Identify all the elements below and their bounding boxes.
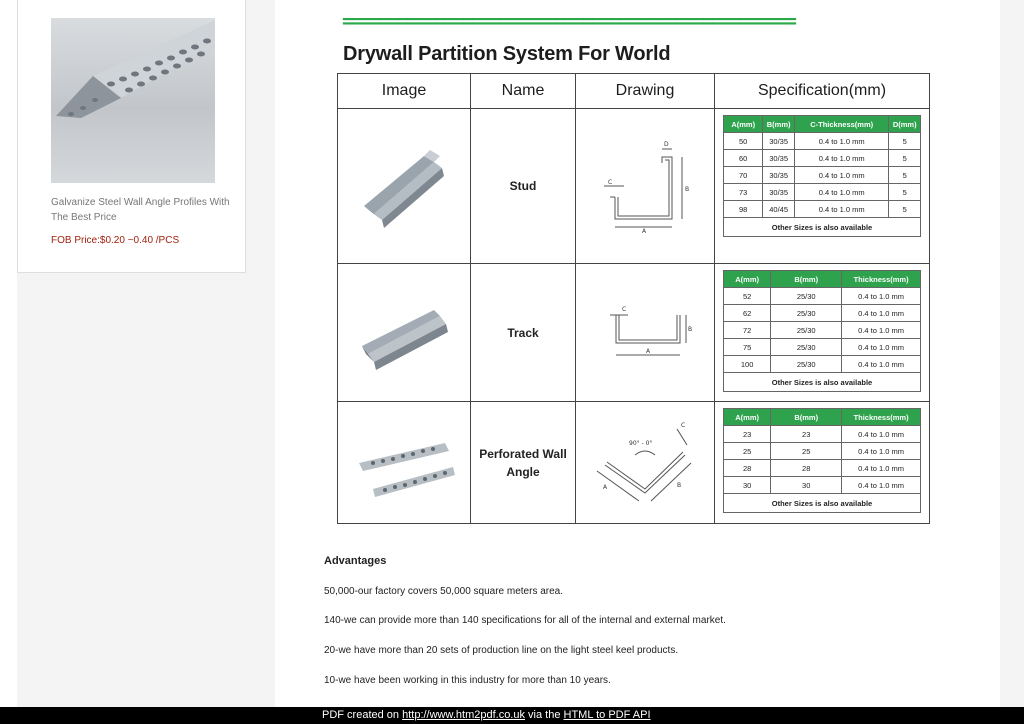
product-card[interactable] xyxy=(17,0,246,273)
pdf-footer-bar xyxy=(0,707,1024,724)
track-name-cell: Track xyxy=(471,264,576,402)
table-cell: 62 xyxy=(724,305,771,322)
table-cell: 73 xyxy=(724,184,763,201)
stud-drawing-label-d: D xyxy=(664,140,669,148)
stud-spec-cell xyxy=(715,109,930,264)
table-cell: 0.4 to 1.0 mm xyxy=(794,133,889,150)
angle-spec-cell xyxy=(715,402,930,524)
header-name: Name xyxy=(471,74,576,109)
table-cell: 30/35 xyxy=(763,150,795,167)
table-row xyxy=(724,201,921,218)
product-title[interactable]: Galvanize Steel Wall Angle Profiles With The Best Price xyxy=(51,197,230,223)
table-cell: 0.4 to 1.0 mm xyxy=(842,305,921,322)
table-row xyxy=(724,167,921,184)
angle-spec-footer: Other Sizes is also available xyxy=(724,494,921,513)
angle-drawing-label-b: B xyxy=(677,482,682,489)
table-cell: 30 xyxy=(724,477,771,494)
angle-drawing-label-c: C xyxy=(681,422,686,429)
table-cell: 0.4 to 1.0 mm xyxy=(842,477,921,494)
footer-middle: via the xyxy=(524,709,564,721)
spec-table-header-row xyxy=(338,74,930,109)
drywall-spec-table xyxy=(337,73,930,524)
track-image-cell xyxy=(338,264,471,402)
table-row xyxy=(724,460,921,477)
stud-drawing-label-b: B xyxy=(685,185,690,193)
table-cell: 60 xyxy=(724,150,763,167)
table-row xyxy=(724,356,921,373)
table-cell: 75 xyxy=(724,339,771,356)
table-cell: 25 xyxy=(771,443,842,460)
track-col-b: B(mm) xyxy=(771,271,842,288)
table-cell: 0.4 to 1.0 mm xyxy=(842,460,921,477)
table-row xyxy=(724,305,921,322)
stud-col-c: C-Thickness(mm) xyxy=(794,116,889,133)
table-row xyxy=(724,184,921,201)
table-cell: 0.4 to 1.0 mm xyxy=(794,184,889,201)
table-cell: 0.4 to 1.0 mm xyxy=(842,288,921,305)
table-cell: 25/30 xyxy=(771,305,842,322)
angle-drawing xyxy=(585,415,705,510)
table-cell: 30/35 xyxy=(763,133,795,150)
angle-col-a: A(mm) xyxy=(724,409,771,426)
angle-name-cell xyxy=(471,402,576,524)
table-cell: 40/45 xyxy=(763,201,795,218)
track-spec-table xyxy=(723,270,921,392)
decorative-equals-bar: ================================================= xyxy=(342,13,795,29)
table-cell: 28 xyxy=(771,460,842,477)
table-cell: 23 xyxy=(724,426,771,443)
figure-title: Drywall Partition System For World xyxy=(343,43,671,65)
track-drawing-label-a: A xyxy=(646,347,651,355)
stud-drawing xyxy=(590,139,700,234)
track-col-a: A(mm) xyxy=(724,271,771,288)
stud-spec-table xyxy=(723,115,921,237)
track-spec-cell xyxy=(715,264,930,402)
table-cell: 70 xyxy=(724,167,763,184)
stud-drawing-label-a: A xyxy=(642,227,647,234)
table-row xyxy=(724,426,921,443)
track-drawing-label-c: C xyxy=(622,305,627,313)
table-row xyxy=(724,322,921,339)
header-drawing: Drawing xyxy=(576,74,715,109)
advantage-item: 140-we can provide more than 140 specifications for all of the internal and external market. xyxy=(324,615,726,626)
table-cell: 23 xyxy=(771,426,842,443)
angle-drawing-label-angle: 90° - 0° xyxy=(629,440,653,447)
angle-spec-table xyxy=(723,408,921,513)
table-cell: 0.4 to 1.0 mm xyxy=(842,356,921,373)
table-cell: 5 xyxy=(889,150,921,167)
table-cell: 30 xyxy=(771,477,842,494)
track-photo xyxy=(354,288,454,378)
table-cell: 25/30 xyxy=(771,322,842,339)
stud-spec-footer: Other Sizes is also available xyxy=(724,218,921,237)
table-cell: 25/30 xyxy=(771,356,842,373)
right-column-background xyxy=(1000,0,1024,707)
track-drawing xyxy=(590,293,700,373)
stud-col-b: B(mm) xyxy=(763,116,795,133)
angle-drawing-label-a: A xyxy=(603,484,608,491)
table-cell: 25/30 xyxy=(771,288,842,305)
html-to-pdf-api-link[interactable]: HTML to PDF API xyxy=(563,709,651,721)
advantage-item: 50,000-our factory covers 50,000 square meters area. xyxy=(324,586,564,597)
angle-drawing-cell xyxy=(576,402,715,524)
table-row-stud xyxy=(338,109,930,264)
table-row xyxy=(724,339,921,356)
table-cell: 100 xyxy=(724,356,771,373)
angle-col-thickness: Thickness(mm) xyxy=(842,409,921,426)
table-cell: 0.4 to 1.0 mm xyxy=(842,339,921,356)
table-row-perforated-wall-angle xyxy=(338,402,930,524)
footer-prefix: PDF created on xyxy=(322,709,403,721)
table-cell: 5 xyxy=(889,133,921,150)
stud-image-cell xyxy=(338,109,471,264)
table-cell: 25 xyxy=(724,443,771,460)
track-col-thickness: Thickness(mm) xyxy=(842,271,921,288)
angle-name-line1: Perforated Wall xyxy=(479,446,567,461)
table-cell: 0.4 to 1.0 mm xyxy=(842,443,921,460)
track-spec-footer: Other Sizes is also available xyxy=(724,373,921,392)
angle-image-cell xyxy=(338,402,471,524)
table-cell: 0.4 to 1.0 mm xyxy=(794,150,889,167)
stud-name-cell: Stud xyxy=(471,109,576,264)
angle-photo xyxy=(349,423,459,503)
table-row xyxy=(724,133,921,150)
header-image: Image xyxy=(338,74,471,109)
table-row xyxy=(724,477,921,494)
table-cell: 5 xyxy=(889,184,921,201)
table-cell: 5 xyxy=(889,201,921,218)
table-cell: 50 xyxy=(724,133,763,150)
table-cell: 0.4 to 1.0 mm xyxy=(794,167,889,184)
table-row xyxy=(724,443,921,460)
table-cell: 30/35 xyxy=(763,167,795,184)
table-row xyxy=(724,288,921,305)
table-cell: 98 xyxy=(724,201,763,218)
stud-col-a: A(mm) xyxy=(724,116,763,133)
table-cell: 30/35 xyxy=(763,184,795,201)
stud-drawing-label-c: C xyxy=(608,178,613,186)
angle-col-b: B(mm) xyxy=(771,409,842,426)
angle-name-line2: Angle xyxy=(506,464,540,479)
table-cell: 5 xyxy=(889,167,921,184)
advantage-item: 10-we have been working in this industry for more than 10 years. xyxy=(324,675,611,686)
track-drawing-cell xyxy=(576,264,715,402)
advantage-item: 20-we have more than 20 sets of production line on the light steel keel products. xyxy=(324,645,679,656)
table-cell: 72 xyxy=(724,322,771,339)
htm2pdf-link[interactable]: http://www.htm2pdf.co.uk xyxy=(402,709,525,721)
table-cell: 52 xyxy=(724,288,771,305)
track-drawing-label-b: B xyxy=(688,325,693,333)
angle-profile-photo xyxy=(51,18,215,183)
table-cell: 0.4 to 1.0 mm xyxy=(794,201,889,218)
advantages-heading: Advantages xyxy=(324,555,387,567)
table-cell: 0.4 to 1.0 mm xyxy=(842,426,921,443)
table-row-track xyxy=(338,264,930,402)
stud-col-d: D(mm) xyxy=(889,116,921,133)
table-cell: 28 xyxy=(724,460,771,477)
table-cell: 25/30 xyxy=(771,339,842,356)
product-image[interactable] xyxy=(51,18,215,183)
pdf-footer-text xyxy=(322,707,651,724)
stud-photo xyxy=(354,136,454,236)
product-price: FOB Price:$0.20 ~0.40 /PCS xyxy=(51,235,180,246)
header-specification: Specification(mm) xyxy=(715,74,930,109)
stud-drawing-cell xyxy=(576,109,715,264)
table-cell: 0.4 to 1.0 mm xyxy=(842,322,921,339)
table-row xyxy=(724,150,921,167)
